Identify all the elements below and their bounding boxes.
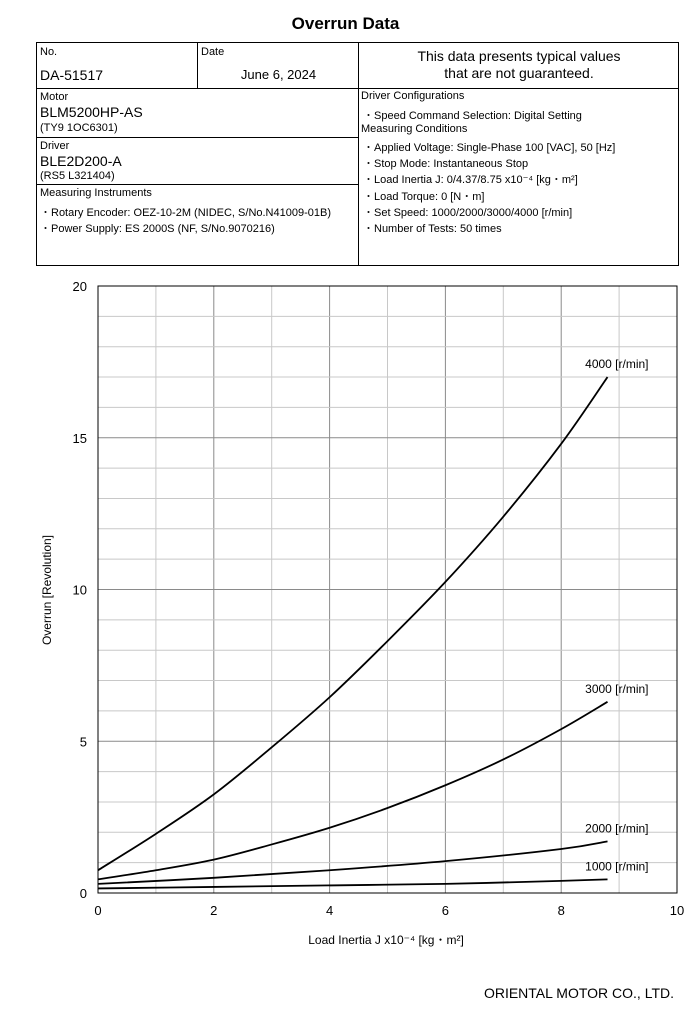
divider <box>37 184 358 185</box>
company-footer: ORIENTAL MOTOR CO., LTD. <box>483 985 674 1001</box>
y-tick-label: 20 <box>72 279 87 294</box>
date-value: June 6, 2024 <box>240 67 317 82</box>
motor-label: Motor <box>40 91 69 103</box>
page-title: Overrun Data <box>291 14 400 33</box>
series-label: 3000 [r/min] <box>585 681 649 696</box>
condition-item: ・Stop Mode: Instantaneous Stop <box>363 158 529 170</box>
driver-config-item: ・Speed Command Selection: Digital Setting <box>363 110 582 122</box>
divider <box>37 137 358 138</box>
info-header-table <box>36 42 679 266</box>
divider <box>197 43 198 89</box>
series-line-4000 <box>98 377 608 870</box>
overrun-chart <box>0 270 697 970</box>
series-label: 1000 [r/min] <box>585 859 649 874</box>
x-tick-label: 8 <box>557 903 565 918</box>
instrument-item: ・Rotary Encoder: OEZ-10-2M (NIDEC, S/No.N41009-01B) <box>40 207 331 219</box>
motor-model: BLM5200HP-AS <box>40 104 143 120</box>
driver-model: BLE2D200-A <box>40 153 122 169</box>
chart-grid <box>98 286 677 893</box>
conditions-label: Measuring Conditions <box>361 123 468 135</box>
instrument-item: ・Power Supply: ES 2000S (NF, S/No.9070216) <box>40 223 275 235</box>
x-tick-label: 0 <box>94 903 102 918</box>
y-axis-label: Overrun [Revolution] <box>40 534 54 646</box>
date-label: Date <box>201 46 225 58</box>
x-tick-label: 4 <box>325 903 334 918</box>
driver-label: Driver <box>40 140 70 152</box>
condition-item: ・Set Speed: 1000/2000/3000/4000 [r/min] <box>363 207 573 219</box>
condition-item: ・Applied Voltage: Single-Phase 100 [VAC], 50 [Hz] <box>363 142 616 154</box>
series-label: 2000 [r/min] <box>585 821 649 836</box>
no-label: No. <box>40 46 58 58</box>
condition-item: ・Load Inertia J: 0/4.37/8.75 x10⁻⁴ [kg・m²] <box>363 174 578 186</box>
series-label: 4000 [r/min] <box>585 357 649 372</box>
driver-serial: (RS5 L321404) <box>40 170 115 182</box>
no-value: DA-51517 <box>40 67 104 83</box>
x-tick-label: 2 <box>210 903 218 918</box>
motor-serial: (TY9 1OC6301) <box>40 122 118 134</box>
condition-item: ・Number of Tests: 50 times <box>363 223 502 235</box>
driver-config-label: Driver Configurations <box>361 90 465 102</box>
chart-series-labels <box>585 357 648 873</box>
instruments-label: Measuring Instruments <box>40 187 152 199</box>
x-axis-label: Load Inertia J x10⁻⁴ [kg・m²] <box>308 933 464 947</box>
x-tick-label: 6 <box>441 903 450 918</box>
y-tick-label: 0 <box>79 886 87 901</box>
x-tick-label: 10 <box>669 903 685 918</box>
disclaimer-note <box>359 48 679 82</box>
disclaimer-line: This data presents typical values <box>417 48 621 64</box>
disclaimer-line: that are not guaranteed. <box>444 65 594 81</box>
y-tick-label: 10 <box>72 582 87 598</box>
condition-item: ・Load Torque: 0 [N・m] <box>363 191 485 203</box>
y-tick-label: 5 <box>79 734 87 750</box>
y-tick-label: 15 <box>72 430 87 446</box>
divider <box>37 88 679 89</box>
chart-series <box>98 377 608 888</box>
